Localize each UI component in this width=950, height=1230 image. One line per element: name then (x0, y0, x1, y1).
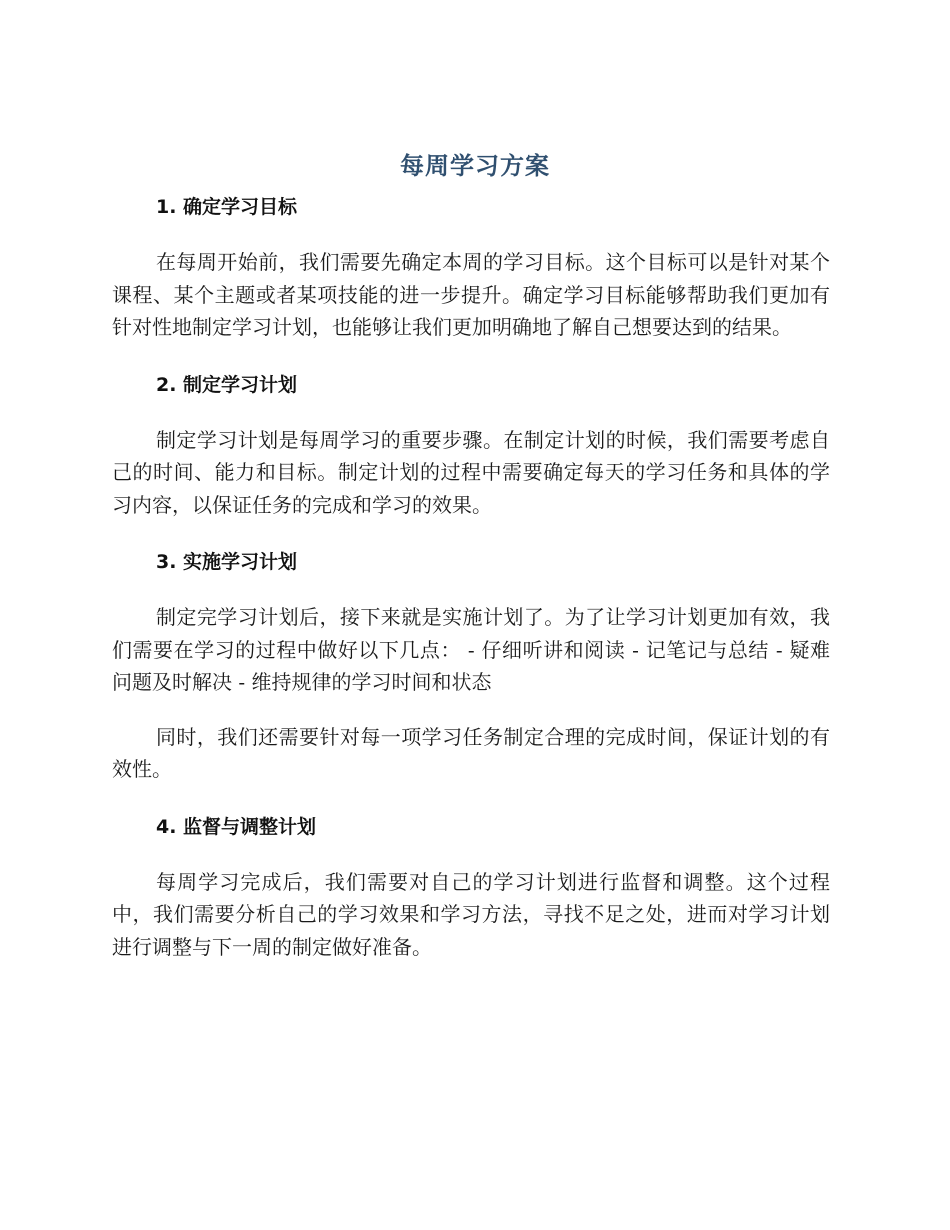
section-2 (112, 370, 830, 548)
paragraph: 制定完学习计划后，接下来就是实施计划了。为了让学习计划更加有效，我们需要在学习的过程中做好以下几点： - 仔细听讲和阅读 - 记笔记与总结 - 疑难问题及时解决 - 维持规律的学习时间和状态 (112, 605, 830, 694)
section-3 (112, 547, 830, 812)
paragraph: 同时，我们还需要针对每一项学习任务制定合理的完成时间，保证计划的有效性。 (112, 724, 830, 781)
section-heading: 4. 监督与调整计划 (156, 815, 317, 838)
section-heading: 1. 确定学习目标 (156, 196, 298, 218)
section-heading: 2. 制定学习计划 (156, 373, 298, 396)
document-title: 每周学习方案 (400, 152, 550, 180)
document-body (112, 192, 830, 963)
paragraph: 制定学习计划是每周学习的重要步骤。在制定计划的时候，我们需要考虑自己的时间、能力和目标。制定计划的过程中需要确定每天的学习任务和具体的学习内容，以保证任务的完成和学习的效果。 (112, 427, 830, 517)
paragraph: 每周学习完成后，我们需要对自己的学习计划进行监督和调整。这个过程中，我们需要分析自己的学习效果和学习方法，寻找不足之处，进而对学习计划进行调整与下一周的制定做好准备。 (112, 869, 830, 959)
section-4 (112, 812, 830, 964)
section-heading: 3. 实施学习计划 (156, 551, 298, 573)
section-1 (112, 192, 830, 370)
paragraph: 在每周开始前，我们需要先确定本周的学习目标。这个目标可以是针对某个课程、某个主题或者某项技能的进一步提升。确定学习目标能够帮助我们更加有针对性地制定学习计划，也能够让我们更加明确地了解自己想要达到的结果。 (112, 250, 830, 339)
